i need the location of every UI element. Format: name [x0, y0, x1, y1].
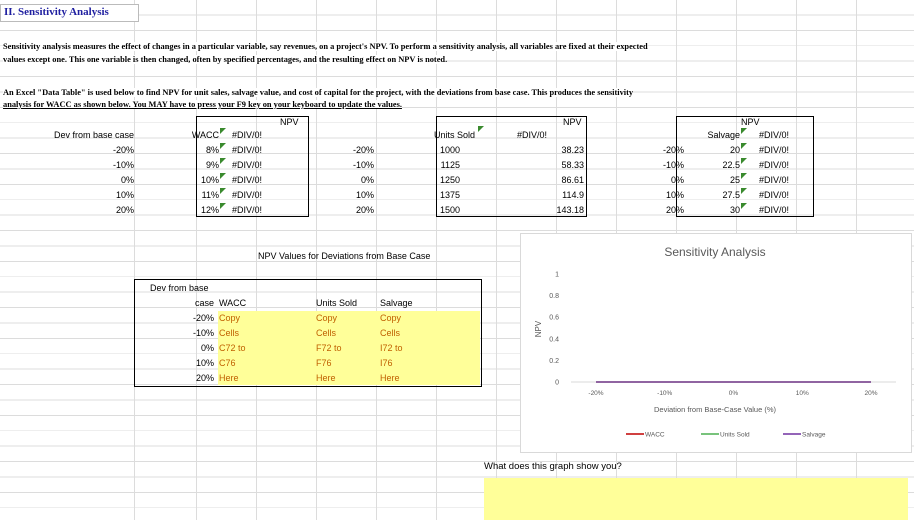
chart-y-tick-label: 1 — [555, 271, 559, 279]
wacc-label: WACC — [191, 130, 219, 140]
intro-line-2: values except one. This one variable is then changed, often by specified percentages, and the resulting effect on NPV is noted. — [3, 55, 448, 64]
salvage-dev-cell: 10% — [665, 190, 684, 200]
summary-salvage-cell[interactable]: Copy — [380, 313, 402, 323]
wacc-npv-cell[interactable]: #DIV/0! — [232, 190, 263, 200]
summary-dev-cell: 0% — [200, 343, 214, 353]
dev-header: Dev from base case — [53, 130, 134, 140]
dev-cell: -20% — [112, 145, 134, 155]
units-dev-cell: 10% — [355, 190, 374, 200]
salvage-npv-header: NPV — [741, 117, 760, 127]
summary-wacc-cell[interactable]: C76 — [219, 358, 236, 368]
salvage-dev-cell: 0% — [670, 175, 684, 185]
units-value[interactable]: 1125 — [440, 160, 460, 170]
salvage-npv-cell[interactable]: #DIV/0! — [759, 130, 790, 140]
salvage-value[interactable]: 27.5 — [722, 190, 740, 200]
units-npv-cell[interactable]: 86.61 — [561, 175, 584, 185]
chart-container[interactable] — [520, 233, 912, 453]
salvage-value[interactable]: 25 — [729, 175, 740, 185]
salvage-npv-cell[interactable]: #DIV/0! — [759, 160, 790, 170]
error-indicator-icon[interactable] — [741, 173, 747, 179]
chart-y-tick-label: 0.2 — [549, 357, 559, 365]
summary-dev-cell: 10% — [195, 358, 214, 368]
chart-y-label: NPV — [534, 320, 543, 338]
error-indicator-icon[interactable] — [741, 203, 747, 209]
units-dev-cell: -10% — [352, 160, 374, 170]
grid-column-line — [436, 0, 437, 520]
answer-box[interactable] — [484, 478, 908, 520]
units-dev-cell: -20% — [352, 145, 374, 155]
summary-wacc-cell[interactable]: C72 to — [219, 343, 246, 353]
salvage-value[interactable]: 30 — [729, 205, 740, 215]
summary-dev-cell: -20% — [192, 313, 214, 323]
summary-salvage-header: Salvage — [380, 298, 413, 308]
salvage-npv-cell[interactable]: #DIV/0! — [759, 190, 790, 200]
chart-x-tick-label: 10% — [795, 390, 809, 397]
error-indicator-icon[interactable] — [478, 126, 484, 132]
units-npv-header: NPV — [563, 117, 582, 127]
summary-wacc-cell[interactable]: Copy — [219, 313, 241, 323]
wacc-npv-cell[interactable]: #DIV/0! — [232, 175, 263, 185]
units-npv-cell[interactable]: 58.33 — [561, 160, 584, 170]
dev-cell: -10% — [112, 160, 134, 170]
chart-legend-label: Salvage — [802, 431, 826, 439]
summary-wacc-header: WACC — [219, 298, 247, 308]
summary-salvage-cell[interactable]: I72 to — [380, 343, 403, 353]
wacc-value[interactable]: 9% — [205, 160, 219, 170]
chart-title: Sensitivity Analysis — [664, 245, 766, 259]
wacc-value[interactable]: 11% — [201, 190, 219, 200]
grid-column-line — [256, 0, 257, 520]
chart-x-tick-label: -10% — [657, 390, 673, 397]
chart-x-label: Deviation from Base-Case Value (%) — [654, 405, 776, 414]
units-label: Units Sold — [433, 130, 475, 140]
summary-wacc-cell[interactable]: Cells — [219, 328, 240, 338]
chart-legend-label: Units Sold — [720, 431, 750, 439]
wacc-value[interactable]: 12% — [200, 205, 219, 215]
salvage-dev-cell: -20% — [662, 145, 684, 155]
chart-x-tick-label: 20% — [864, 390, 878, 397]
salvage-label: Salvage — [707, 130, 740, 140]
error-indicator-icon[interactable] — [741, 143, 747, 149]
units-value[interactable]: 1000 — [439, 145, 460, 155]
wacc-value[interactable]: 10% — [200, 175, 219, 185]
chart-y-tick-label: 0.8 — [549, 293, 559, 301]
units-npv-cell[interactable]: 38.23 — [561, 145, 584, 155]
summary-units-cell[interactable]: Cells — [316, 328, 337, 338]
summary-dev-header-1: Dev from base — [150, 283, 209, 293]
error-indicator-icon[interactable] — [220, 173, 226, 179]
wacc-npv-header: NPV — [280, 117, 299, 127]
section-title: II. Sensitivity Analysis — [0, 4, 139, 22]
wacc-npv-cell[interactable]: #DIV/0! — [232, 205, 263, 215]
summary-dev-cell: -10% — [192, 328, 214, 338]
chart-y-tick-label: 0 — [555, 379, 559, 387]
summary-salvage-cell[interactable]: Cells — [380, 328, 401, 338]
summary-units-cell[interactable]: Copy — [316, 313, 338, 323]
salvage-dev-cell: -10% — [662, 160, 684, 170]
wacc-value[interactable]: 8% — [205, 145, 219, 155]
units-value[interactable]: 1500 — [439, 205, 460, 215]
chart-x-tick-label: -20% — [588, 390, 604, 397]
error-indicator-icon[interactable] — [220, 128, 226, 134]
units-npv-top[interactable]: #DIV/0! — [517, 130, 548, 140]
chart-y-tick-label: 0.4 — [549, 336, 559, 344]
summary-dev-header-2: case — [194, 298, 214, 308]
summary-title: NPV Values for Deviations from Base Case — [258, 251, 431, 261]
error-indicator-icon[interactable] — [220, 188, 226, 194]
error-indicator-icon[interactable] — [220, 203, 226, 209]
summary-wacc-cell[interactable]: Here — [219, 373, 239, 383]
grid-column-line — [134, 0, 135, 520]
units-value[interactable]: 1375 — [439, 190, 460, 200]
salvage-npv-cell[interactable]: #DIV/0! — [759, 145, 790, 155]
summary-salvage-cell[interactable]: I76 — [380, 358, 393, 368]
salvage-dev-cell: 20% — [665, 205, 684, 215]
summary-units-cell[interactable]: F72 to — [316, 343, 342, 353]
dev-cell: 20% — [115, 205, 134, 215]
salvage-npv-cell[interactable]: #DIV/0! — [759, 205, 790, 215]
instructions-line-1: An Excel "Data Table" is used below to find NPV for unit sales, salvage value, and cost of capital for the project, with the deviations from base case. This produces the sensitivity — [3, 88, 634, 97]
units-npv-cell[interactable]: 114.9 — [562, 190, 584, 200]
error-indicator-icon[interactable] — [220, 158, 226, 164]
yellow-input-area[interactable] — [218, 311, 480, 385]
units-dev-cell: 20% — [355, 205, 374, 215]
salvage-value[interactable]: 22.5 — [722, 160, 740, 170]
dev-cell: 0% — [120, 175, 134, 185]
summary-salvage-cell[interactable]: Here — [380, 373, 400, 383]
grid-column-line — [496, 0, 497, 520]
wacc-npv-cell[interactable]: #DIV/0! — [232, 160, 263, 170]
sensitivity-chart — [521, 234, 911, 452]
dev-cell: 10% — [115, 190, 134, 200]
grid-column-line — [196, 0, 197, 520]
salvage-npv-cell[interactable]: #DIV/0! — [759, 175, 790, 185]
question-label: What does this graph show you? — [484, 461, 622, 472]
units-value[interactable]: 1250 — [439, 175, 460, 185]
salvage-value[interactable]: 20 — [729, 145, 740, 155]
chart-y-tick-label: 0.6 — [549, 314, 559, 322]
summary-units-header: Units Sold — [316, 298, 358, 308]
summary-units-cell[interactable]: F76 — [316, 358, 332, 368]
chart-x-tick-label: 0% — [728, 390, 739, 397]
wacc-npv-cell[interactable]: #DIV/0! — [232, 145, 263, 155]
instructions-line-2: analysis for WACC as shown below. You MAY have to press your F9 key on your keyboard to update the values. — [3, 100, 402, 109]
units-dev-cell: 0% — [360, 175, 374, 185]
chart-legend-label: WACC — [645, 431, 665, 439]
error-indicator-icon[interactable] — [741, 128, 747, 134]
summary-dev-cell: 20% — [195, 373, 214, 383]
summary-units-cell[interactable]: Here — [316, 373, 336, 383]
units-npv-cell[interactable]: 143.18 — [556, 205, 584, 215]
error-indicator-icon[interactable] — [741, 158, 747, 164]
wacc-npv-cell[interactable]: #DIV/0! — [232, 130, 263, 140]
error-indicator-icon[interactable] — [741, 188, 747, 194]
error-indicator-icon[interactable] — [220, 143, 226, 149]
intro-line-1: Sensitivity analysis measures the effect of changes in a particular variable, say revenues, on a project's NPV. To perform a sensitivity analysis, all variables are fixed at their expected — [3, 42, 648, 51]
